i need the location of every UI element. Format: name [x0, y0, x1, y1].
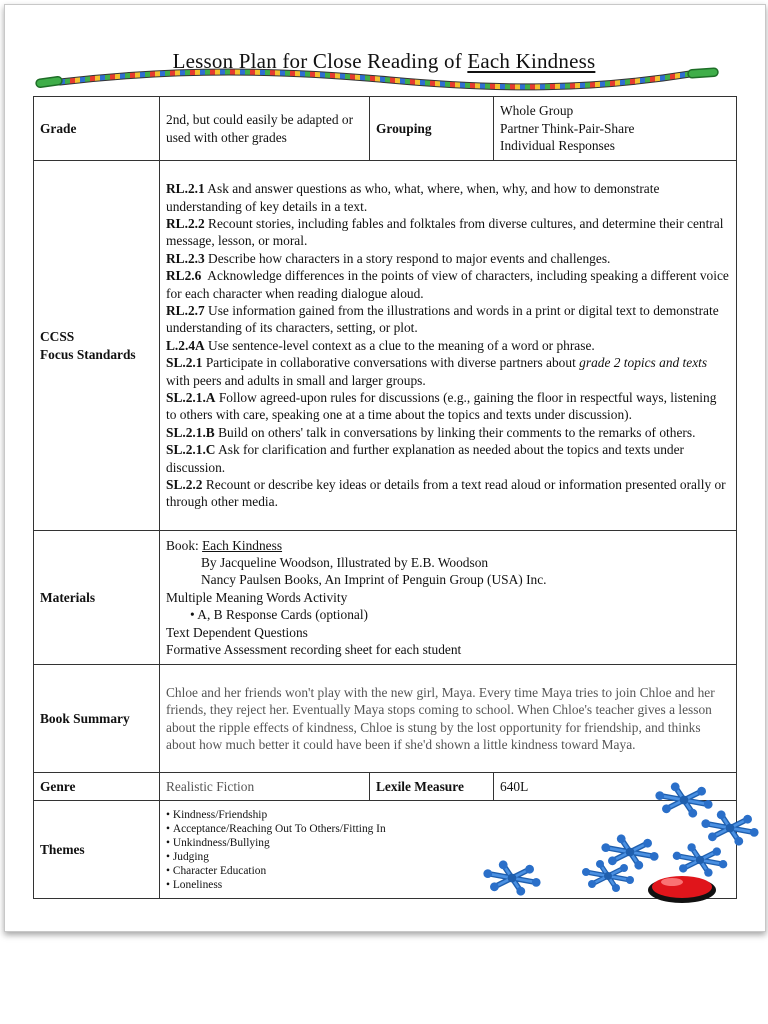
- genre-row: [34, 773, 737, 801]
- standard-item: [166, 337, 730, 354]
- themes-list: [166, 808, 730, 892]
- grouping-values: [494, 97, 737, 161]
- materials-cards: • A, B Response Cards (optional): [190, 607, 369, 623]
- standard-text: Describe how characters in a story respond to major events and challenges.: [204, 250, 611, 266]
- standard-item: [166, 476, 730, 511]
- theme-item: • Unkindness/Bullying: [166, 836, 730, 850]
- summary-row: [34, 665, 737, 773]
- materials-questions: Text Dependent Questions: [166, 624, 308, 640]
- standard-text: Recount or describe key ideas or details from a text read aloud or information presented orally or through other media.: [166, 477, 726, 510]
- standard-item: [166, 354, 730, 389]
- materials-list: [160, 531, 737, 665]
- lexile-value: 640L: [494, 773, 737, 801]
- theme-item: • Loneliness: [166, 878, 730, 892]
- themes-label: Themes: [34, 801, 160, 899]
- standard-text: Use sentence-level context as a clue to the meaning of a word or phrase.: [204, 337, 595, 353]
- standard-code: RL.2.7: [166, 302, 205, 318]
- lesson-plan-table: [33, 96, 737, 899]
- standard-text: Ask and answer questions as who, what, where, when, why, and how to demonstrate understanding of key details in a text.: [166, 181, 660, 214]
- standard-item: [166, 389, 730, 424]
- lexile-label: Lexile Measure: [370, 773, 494, 801]
- summary-label: Book Summary: [34, 665, 160, 773]
- standard-item: [166, 441, 730, 476]
- standard-text: Recount stories, including fables and folktales from diverse cultures, and determine their central message, lesson, or moral.: [166, 215, 724, 249]
- genre-label: Genre: [34, 773, 160, 801]
- ccss-label-line: CCSS: [40, 329, 75, 345]
- genre-value: Realistic Fiction: [160, 773, 370, 801]
- standards-list: [160, 161, 737, 531]
- standard-item: [166, 424, 730, 441]
- materials-activity: Multiple Meaning Words Activity: [166, 589, 348, 605]
- book-title: Each Kindness: [202, 537, 283, 553]
- standard-text: Follow agreed-upon rules for discussions (e.g., gaining the floor in respectful ways, listening to others with care, speaking one at a time about the topics and texts under discussion).: [166, 390, 717, 423]
- theme-item: • Character Education: [166, 864, 730, 878]
- standard-code: SL.2.1.A: [166, 390, 216, 406]
- standard-item: [166, 180, 730, 215]
- standard-item: [166, 267, 733, 302]
- standard-code: SL.2.1.C: [166, 442, 216, 458]
- grade-value: 2nd, but could easily be adapted or used with other grades: [160, 97, 370, 161]
- grouping-item: Individual Responses: [500, 138, 615, 154]
- themes-cell: [160, 801, 737, 899]
- standard-italic: grade 2 topics and texts: [579, 355, 708, 371]
- standard-text: Ask for clarification and further explanation as needed about the topics and texts under discussion.: [166, 442, 684, 475]
- standard-text: Participate in collaborative conversations with diverse partners about: [202, 355, 580, 371]
- standard-code: SL.2.1: [166, 355, 203, 371]
- standard-text: Use information gained from the illustrations and words in a print or digital text to demonstrate understanding of its characters, setting, or plot.: [166, 302, 719, 336]
- jump-rope-decoration: [30, 66, 730, 100]
- grade-label: Grade: [34, 97, 160, 161]
- grade-row: [34, 97, 737, 161]
- grouping-label: Grouping: [370, 97, 494, 161]
- theme-item: • Acceptance/Reaching Out To Others/Fitting In: [166, 822, 730, 836]
- summary-text: Chloe and her friends won't play with the new girl, Maya. Every time Maya tries to join Chloe and her friends, they reject her. Eventually Maya stops coming to school. When Chloe's teacher gives a lesson about the ripple effects of kindness, Chloe is stung by the lost opportunity for friendship, and thinks about how much better it could have been if she'd shown a little kindness toward Maya.: [160, 665, 737, 773]
- standard-text: Build on others' talk in conversations by linking their comments to the remarks of others.: [214, 424, 696, 440]
- standard-item: [166, 250, 730, 267]
- materials-label: Materials: [34, 531, 160, 665]
- ccss-label-line: Focus Standards: [40, 346, 136, 362]
- materials-book: [166, 537, 730, 554]
- materials-publisher: Nancy Paulsen Books, An Imprint of Penguin Group (USA) Inc.: [201, 572, 547, 588]
- standard-code: L.2.4A: [166, 337, 205, 353]
- standard-text: Acknowledge differences in the points of view of characters, including speaking a different voice for each character when reading dialogue aloud.: [166, 268, 733, 301]
- grouping-item: Whole Group: [500, 103, 574, 119]
- standard-code: RL.2.2: [166, 215, 205, 231]
- standard-code: SL.2.1.B: [166, 424, 215, 440]
- standard-code: RL.2.3: [166, 250, 205, 266]
- materials-assessment: Formative Assessment recording sheet for each student: [166, 642, 462, 658]
- themes-row: [34, 801, 737, 899]
- book-prefix: Book:: [166, 537, 203, 553]
- theme-item: • Kindness/Friendship: [166, 808, 730, 822]
- standard-code: RL.2.1: [166, 181, 205, 197]
- standard-code: RL2.6: [166, 268, 202, 284]
- standard-item: [166, 302, 730, 337]
- standard-item: [166, 215, 730, 250]
- grouping-item: Partner Think-Pair-Share: [500, 120, 635, 136]
- standard-code: SL.2.2: [166, 477, 203, 493]
- ccss-label: [34, 161, 160, 531]
- title-prefix: Lesson Plan for Close Reading of: [172, 49, 468, 73]
- title-book: Each Kindness: [467, 49, 596, 73]
- materials-author: By Jacqueline Woodson, Illustrated by E.B. Woodson: [201, 554, 489, 570]
- materials-row: [34, 531, 737, 665]
- theme-item: • Judging: [166, 850, 730, 864]
- standard-text: with peers and adults in small and larger groups.: [166, 372, 426, 388]
- ccss-row: [34, 161, 737, 531]
